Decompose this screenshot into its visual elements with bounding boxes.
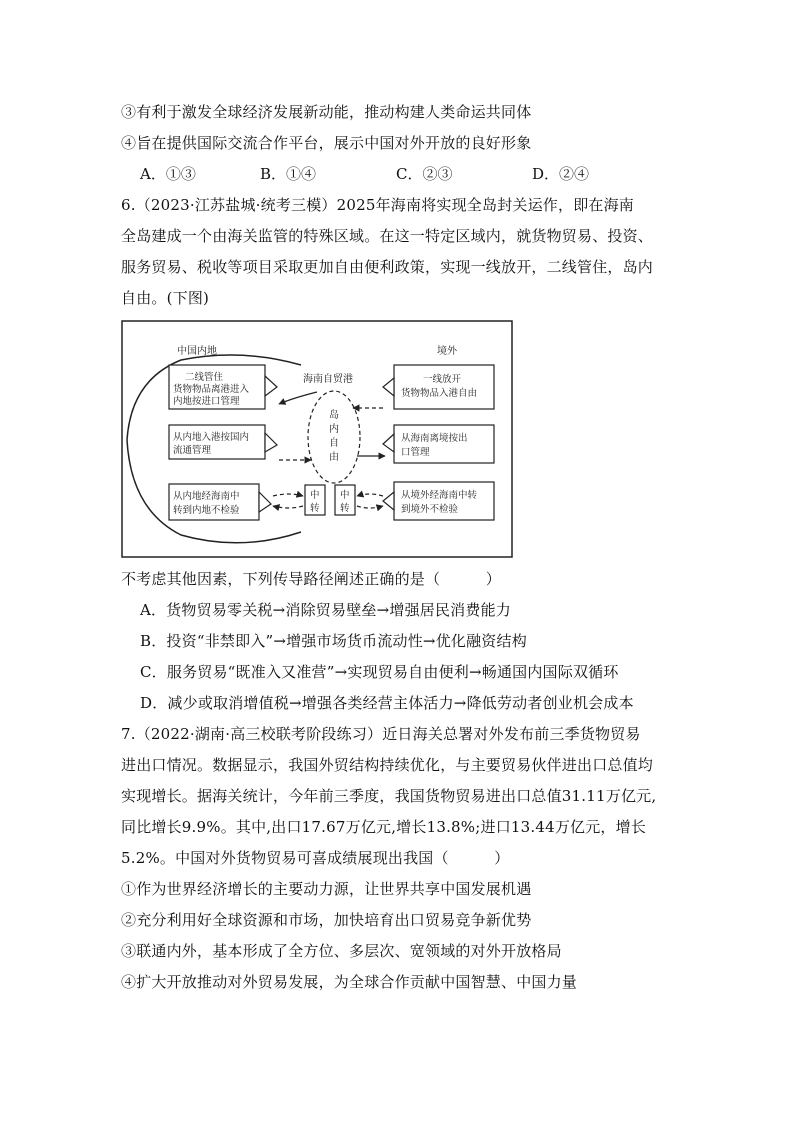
q6-line-1: 6.（2023·江苏盐城·统考三模）2025年海南将实现全岛封关运作，即在海南 [121, 196, 634, 214]
q5-item-3: ③有利于激发全球经济发展新动能，推动构建人类命运共同体 [121, 103, 532, 121]
box2-text: 从内地入港按国内 [173, 432, 250, 443]
hainan-free-trade-port-diagram [121, 320, 513, 558]
q7-line-5: 5.2%。中国对外货物贸易可喜成绩展现出我国（ ） [121, 849, 510, 867]
q5-item-4: ④旨在提供国际交流合作平台，展示中国对外开放的良好形象 [121, 134, 532, 152]
q7-item-2: ②充分利用好全球资源和市场，加快培育出口贸易竞争新优势 [121, 911, 532, 929]
box5-text: 口管理 [401, 447, 430, 458]
island-char: 由 [329, 452, 339, 463]
island-char: 内 [329, 424, 339, 435]
box3-text: 从内地经海南中 [173, 491, 240, 502]
q6-line-2: 全岛建成一个由海关监管的特殊区域。在这一特定区域内，就货物贸易、投资、 [121, 227, 654, 245]
transit-char: 转 [340, 503, 350, 514]
q7-line-2: 进出口情况。数据显示，我国外贸结构持续优化，与主要贸易伙伴进出口总值均 [121, 756, 654, 774]
box-first-line-open [394, 365, 494, 409]
transit-char: 中 [310, 490, 320, 501]
q7-line-3: 实现增长。据海关统计，今年前三季度，我国货物贸易进出口总值31.11万亿元, [121, 787, 657, 805]
box4-text: 货物物品入港自由 [401, 388, 478, 399]
box6-text: 从境外经海南中转 [401, 490, 478, 501]
q7-line-4: 同比增长9.9%。其中,出口17.67万亿元,增长13.8%;进口13.44万亿元，增长 [121, 818, 647, 836]
island-char: 岛 [329, 410, 339, 421]
box5-text: 从海南离境按出 [401, 433, 468, 444]
q7-item-3: ③联通内外，基本形成了全方位、多层次、宽领域的对外开放格局 [121, 942, 562, 960]
q6-option-b[interactable]: B．投资“非禁即入”→增强市场货币流动性→优化融资结构 [140, 632, 527, 650]
q5-option-b[interactable]: B．①④ [260, 165, 317, 183]
q5-options [140, 164, 600, 184]
q6-line-4: 自由。(下图) [121, 289, 210, 307]
transit-char: 中 [340, 490, 350, 501]
box1-text: 货物物品离港进入 [173, 384, 250, 395]
mainland-label: 中国内地 [177, 346, 217, 357]
transit-char: 转 [310, 503, 320, 514]
q5-option-a[interactable]: A．①③ [140, 165, 196, 183]
q6-option-d[interactable]: D．减少或取消增值税→增强各类经营主体活力→降低劳动者创业机会成本 [140, 694, 634, 712]
port-label: 海南自贸港 [303, 374, 353, 385]
island-char: 自 [329, 438, 339, 449]
box1-text: 二线管住 [185, 372, 224, 383]
box6-text: 到境外不检验 [401, 504, 459, 515]
q7-item-4: ④扩大开放推动对外贸易发展，为全球合作贡献中国智慧、中国力量 [121, 973, 578, 991]
q6-line-3: 服务贸易、税收等项目采取更加自由便利政策，实现一线放开，二线管住，岛内 [121, 258, 654, 276]
box1-text: 内地按进口管理 [173, 396, 240, 407]
q5-option-d[interactable]: D．②④ [532, 165, 590, 183]
q6-option-a[interactable]: A．货物贸易零关税→消除贸易壁垒→增强居民消费能力 [140, 601, 511, 619]
q7-item-1: ①作为世界经济增长的主要动力源，让世界共享中国发展机遇 [121, 880, 532, 898]
box2-text: 流通管理 [173, 445, 212, 456]
q6-option-c[interactable]: C．服务贸易“既准入又准营”→实现贸易自由便利→畅通国内国际双循环 [140, 663, 619, 681]
q6-stem: 不考虑其他因素，下列传导路径阐述正确的是（ ） [121, 570, 502, 588]
q5-option-c[interactable]: C．②③ [396, 165, 453, 183]
box4-text: 一线放开 [423, 374, 462, 385]
box3-text: 转到内地不检验 [173, 505, 240, 516]
q7-line-1: 7.（2022·湖南·高三校联考阶段练习）近日海关总署对外发布前三季货物贸易 [121, 725, 641, 743]
overseas-label: 境外 [437, 346, 457, 357]
